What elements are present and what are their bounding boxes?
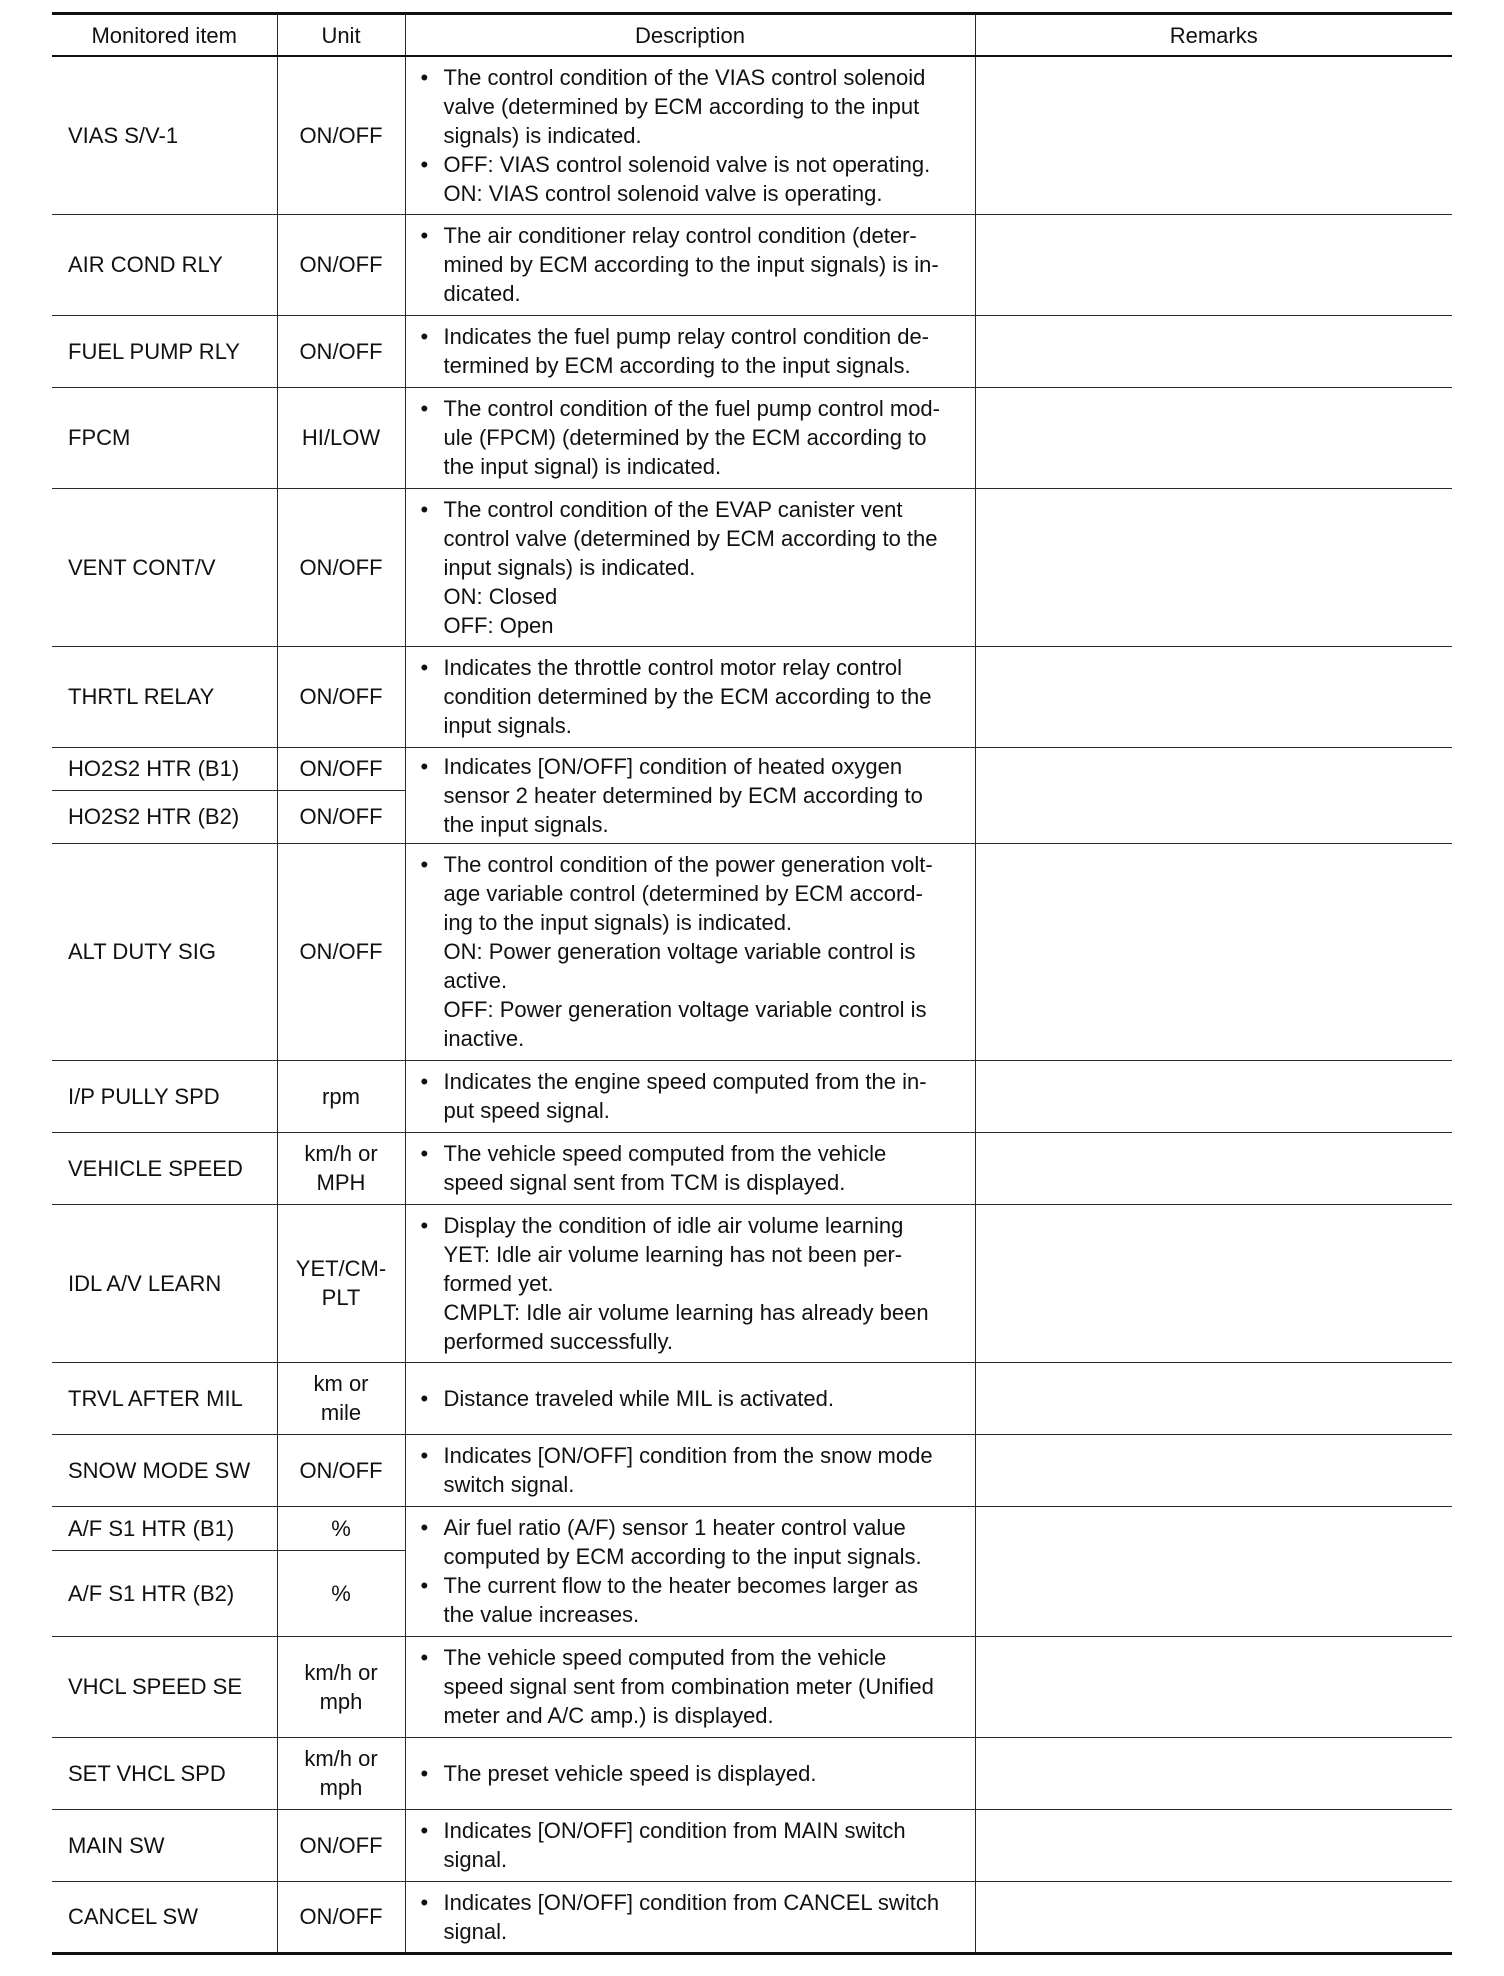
description-bullets <box>418 1441 969 1499</box>
table-row <box>52 387 1452 488</box>
monitored-item-cell: HO2S2 HTR (B1) <box>52 747 277 791</box>
description-bullet <box>418 653 969 740</box>
unit-cell <box>277 1506 405 1550</box>
monitored-item-cell: TRVL AFTER MIL <box>52 1362 277 1434</box>
table-row <box>52 1362 1452 1434</box>
description-bullet <box>418 1139 969 1197</box>
table-row <box>52 1636 1452 1737</box>
description-line: OFF: Power generation voltage variable control is <box>443 997 927 1022</box>
description-cell <box>405 1434 975 1506</box>
description-line: • Indicates [ON/OFF] condition of heated oxygen <box>443 753 903 779</box>
description-line: • Display the condition of idle air volume learning <box>443 1212 904 1238</box>
description-cell <box>405 315 975 387</box>
description-line: inactive. <box>443 1026 525 1051</box>
description-line: • Indicates the throttle control motor relay control <box>443 655 903 680</box>
description-line: • Indicates the fuel pump relay control condition de- <box>443 324 930 349</box>
description-line: ON: Closed <box>443 583 558 609</box>
description-bullet <box>418 1643 969 1730</box>
unit-line: % <box>331 1515 351 1541</box>
monitored-item-cell: VIAS S/V-1 <box>52 56 277 214</box>
table-row <box>52 1204 1452 1362</box>
unit-cell <box>277 488 405 646</box>
unit-line: ON/OFF <box>299 1457 383 1483</box>
unit-line: mile <box>320 1400 362 1425</box>
description-cell <box>405 214 975 315</box>
description-line: signals) is indicated. <box>443 122 642 148</box>
description-bullet <box>418 322 969 380</box>
description-line: speed signal sent from TCM is displayed. <box>443 1170 846 1195</box>
remarks-cell <box>975 1204 1452 1362</box>
description-cell <box>405 1132 975 1204</box>
description-line: • The current flow to the heater becomes larger as <box>443 1573 918 1598</box>
unit-line: ON/OFF <box>299 252 383 277</box>
table-row <box>52 843 1452 1060</box>
description-line: • Indicates [ON/OFF] condition from the snow mode <box>443 1443 933 1468</box>
unit-line: ON/OFF <box>299 1904 383 1929</box>
unit-line: km/h or <box>304 1746 378 1771</box>
remarks-cell <box>975 488 1452 646</box>
table-row <box>52 1737 1452 1809</box>
description-bullets <box>418 653 969 740</box>
description-cell <box>405 1060 975 1132</box>
description-bullets <box>418 1888 969 1946</box>
table-body <box>52 56 1452 1953</box>
remarks-cell <box>975 1881 1452 1953</box>
description-bullets <box>418 850 969 1053</box>
unit-line: ON/OFF <box>299 684 383 709</box>
description-line: • OFF: VIAS control solenoid valve is not operating. <box>443 151 931 177</box>
unit-line: MPH <box>316 1170 366 1195</box>
remarks-cell <box>975 387 1452 488</box>
monitored-item-cell: VHCL SPEED SE <box>52 1636 277 1737</box>
description-line: put speed signal. <box>443 1098 610 1123</box>
description-line: dicated. <box>443 281 521 306</box>
description-line: ule (FPCM) (determined by the ECM according to <box>443 425 927 450</box>
description-line: input signals. <box>443 713 572 738</box>
monitored-item-cell: A/F S1 HTR (B2) <box>52 1550 277 1636</box>
unit-line: ON/OFF <box>299 122 383 148</box>
table-row <box>52 1060 1452 1132</box>
description-line: performed successfully. <box>443 1328 673 1354</box>
description-line: • Indicates the engine speed computed from the in- <box>443 1069 927 1094</box>
description-bullet <box>418 495 969 640</box>
description-bullet <box>418 1384 969 1413</box>
description-line: ON: VIAS control solenoid valve is operating. <box>443 180 883 206</box>
header-remarks: Remarks <box>975 14 1452 57</box>
unit-cell <box>277 1132 405 1204</box>
description-cell <box>405 646 975 747</box>
description-line: meter and A/C amp.) is displayed. <box>443 1703 774 1728</box>
unit-line: ON/OFF <box>299 804 383 830</box>
description-cell <box>405 488 975 646</box>
description-line: mined by ECM according to the input signals) is in- <box>443 252 939 277</box>
description-line: condition determined by the ECM according to the <box>443 684 932 709</box>
description-bullet <box>418 1888 969 1946</box>
description-line: • Air fuel ratio (A/F) sensor 1 heater control value <box>443 1515 906 1540</box>
description-bullet <box>418 1211 969 1356</box>
description-line: • The control condition of the VIAS control solenoid <box>443 64 926 90</box>
description-cell <box>405 1737 975 1809</box>
description-line: termined by ECM according to the input signals. <box>443 353 911 378</box>
description-bullet <box>418 1759 969 1788</box>
description-bullet <box>418 221 969 308</box>
description-line: • The control condition of the power generation volt- <box>443 852 933 877</box>
unit-cell <box>277 843 405 1060</box>
unit-line: ON/OFF <box>299 1832 383 1858</box>
monitored-item-cell: VEHICLE SPEED <box>52 1132 277 1204</box>
description-bullets <box>418 1067 969 1125</box>
unit-cell <box>277 747 405 791</box>
description-line: the input signal) is indicated. <box>443 454 722 479</box>
monitored-item-cell: AIR COND RLY <box>52 214 277 315</box>
description-bullets <box>418 1759 969 1788</box>
remarks-cell <box>975 1060 1452 1132</box>
unit-line: YET/CM- <box>295 1256 387 1281</box>
description-line: sensor 2 heater determined by ECM according to <box>443 782 923 808</box>
unit-cell <box>277 214 405 315</box>
description-cell <box>405 1204 975 1362</box>
remarks-cell <box>975 315 1452 387</box>
description-cell <box>405 1809 975 1881</box>
description-cell <box>405 1881 975 1953</box>
table-row <box>52 646 1452 747</box>
description-line: control valve (determined by ECM according to the <box>443 525 938 551</box>
remarks-cell <box>975 1132 1452 1204</box>
header-unit: Unit <box>277 14 405 57</box>
description-bullet <box>418 394 969 481</box>
description-line: computed by ECM according to the input signals. <box>443 1544 922 1569</box>
unit-line: ON/OFF <box>299 554 383 580</box>
unit-line: mph <box>319 1688 363 1714</box>
description-bullets <box>418 1211 969 1356</box>
description-bullet <box>418 1513 969 1571</box>
description-bullets <box>418 1816 969 1874</box>
remarks-cell <box>975 1506 1452 1636</box>
unit-line: km/h or <box>304 1141 378 1166</box>
description-line: • The vehicle speed computed from the vehicle <box>443 1645 887 1670</box>
description-bullet <box>418 850 969 1053</box>
description-bullets <box>418 495 969 640</box>
description-line: • The control condition of the fuel pump control mod- <box>443 396 940 421</box>
unit-cell <box>277 1809 405 1881</box>
unit-cell <box>277 791 405 843</box>
remarks-cell <box>975 1636 1452 1737</box>
description-line: • Indicates [ON/OFF] condition from CANCEL switch <box>443 1889 940 1915</box>
monitored-item-cell: ALT DUTY SIG <box>52 843 277 1060</box>
unit-cell <box>277 1204 405 1362</box>
description-line: input signals) is indicated. <box>443 554 696 580</box>
unit-line: km/h or <box>304 1659 378 1685</box>
remarks-cell <box>975 843 1452 1060</box>
unit-line: mph <box>319 1775 363 1800</box>
unit-cell <box>277 1737 405 1809</box>
table-row <box>52 315 1452 387</box>
description-bullets <box>418 752 969 839</box>
unit-line: ON/OFF <box>299 338 383 364</box>
unit-line: ON/OFF <box>299 939 383 964</box>
description-line: signal. <box>443 1847 508 1872</box>
description-line: • The air conditioner relay control condition (deter- <box>443 223 917 248</box>
unit-cell <box>277 1362 405 1434</box>
description-line: YET: Idle air volume learning has not been per- <box>443 1241 903 1267</box>
description-line: • The vehicle speed computed from the vehicle <box>443 1141 887 1166</box>
table-header <box>52 14 1452 57</box>
description-cell <box>405 1506 975 1636</box>
description-bullet <box>418 1441 969 1499</box>
description-bullet <box>418 1067 969 1125</box>
table-row <box>52 56 1452 214</box>
description-bullets <box>418 1513 969 1629</box>
unit-line: rpm <box>322 1083 360 1109</box>
description-bullets <box>418 221 969 308</box>
unit-cell <box>277 56 405 214</box>
description-cell <box>405 56 975 214</box>
description-line: active. <box>443 968 508 993</box>
monitored-item-cell: VENT CONT/V <box>52 488 277 646</box>
table-row <box>52 1809 1452 1881</box>
description-bullets <box>418 1139 969 1197</box>
header-description: Description <box>405 14 975 57</box>
table-row <box>52 488 1452 646</box>
monitored-item-cell: A/F S1 HTR (B1) <box>52 1506 277 1550</box>
description-line: OFF: Open <box>443 612 554 638</box>
unit-cell <box>277 646 405 747</box>
description-line: the input signals. <box>443 811 609 837</box>
remarks-cell <box>975 1434 1452 1506</box>
unit-line: HI/LOW <box>301 425 381 450</box>
monitored-item-cell: HO2S2 HTR (B2) <box>52 791 277 843</box>
table-row <box>52 1434 1452 1506</box>
description-bullet <box>418 1571 969 1629</box>
remarks-cell <box>975 1737 1452 1809</box>
description-line: CMPLT: Idle air volume learning has already been <box>443 1299 929 1325</box>
description-line: the value increases. <box>443 1602 640 1627</box>
unit-cell <box>277 387 405 488</box>
unit-cell <box>277 1636 405 1737</box>
unit-cell <box>277 1550 405 1636</box>
description-bullets <box>418 1384 969 1413</box>
data-monitor-table <box>52 12 1452 1955</box>
table-row <box>52 214 1452 315</box>
remarks-cell <box>975 56 1452 214</box>
unit-cell <box>277 315 405 387</box>
description-bullets <box>418 322 969 380</box>
unit-cell <box>277 1060 405 1132</box>
description-bullets <box>418 63 969 208</box>
table-row <box>52 1506 1452 1550</box>
remarks-cell <box>975 646 1452 747</box>
description-bullets <box>418 394 969 481</box>
remarks-cell <box>975 1362 1452 1434</box>
description-cell <box>405 843 975 1060</box>
description-line: speed signal sent from combination meter (Unified <box>443 1674 934 1699</box>
description-line: formed yet. <box>443 1270 554 1296</box>
description-bullet <box>418 1816 969 1874</box>
header-row <box>52 14 1452 57</box>
description-bullet <box>418 752 969 839</box>
monitored-item-cell: SNOW MODE SW <box>52 1434 277 1506</box>
table-row <box>52 1881 1452 1953</box>
table-row <box>52 1132 1452 1204</box>
monitored-item-cell: MAIN SW <box>52 1809 277 1881</box>
monitored-item-cell: SET VHCL SPD <box>52 1737 277 1809</box>
description-line: • Distance traveled while MIL is activated. <box>443 1385 834 1411</box>
description-line: • The preset vehicle speed is displayed. <box>443 1760 817 1786</box>
description-line: • The control condition of the EVAP canister vent <box>443 496 903 522</box>
unit-line: km or <box>313 1371 369 1396</box>
description-line: signal. <box>443 1918 508 1944</box>
monitored-item-cell: THRTL RELAY <box>52 646 277 747</box>
description-line: ing to the input signals) is indicated. <box>443 910 793 935</box>
monitored-item-cell: CANCEL SW <box>52 1881 277 1953</box>
unit-line: ON/OFF <box>299 756 383 782</box>
remarks-cell <box>975 214 1452 315</box>
description-line: ON: Power generation voltage variable control is <box>443 939 916 964</box>
description-line: valve (determined by ECM according to the input <box>443 93 920 119</box>
unit-cell <box>277 1881 405 1953</box>
remarks-cell <box>975 1809 1452 1881</box>
unit-cell <box>277 1434 405 1506</box>
description-cell <box>405 747 975 843</box>
description-bullets <box>418 1643 969 1730</box>
description-cell <box>405 1362 975 1434</box>
description-bullet <box>418 63 969 150</box>
description-line: age variable control (determined by ECM accord- <box>443 881 923 906</box>
description-cell <box>405 387 975 488</box>
monitored-item-cell: FPCM <box>52 387 277 488</box>
description-line: switch signal. <box>443 1472 575 1497</box>
description-cell <box>405 1636 975 1737</box>
unit-line: PLT <box>321 1285 361 1310</box>
monitored-item-cell: FUEL PUMP RLY <box>52 315 277 387</box>
unit-line: % <box>331 1580 351 1606</box>
description-line: • Indicates [ON/OFF] condition from MAIN switch <box>443 1818 906 1843</box>
table-row <box>52 747 1452 791</box>
header-monitored-item: Monitored item <box>52 14 277 57</box>
remarks-cell <box>975 747 1452 843</box>
monitored-item-cell: IDL A/V LEARN <box>52 1204 277 1362</box>
description-bullet <box>418 150 969 208</box>
monitored-item-cell: I/P PULLY SPD <box>52 1060 277 1132</box>
